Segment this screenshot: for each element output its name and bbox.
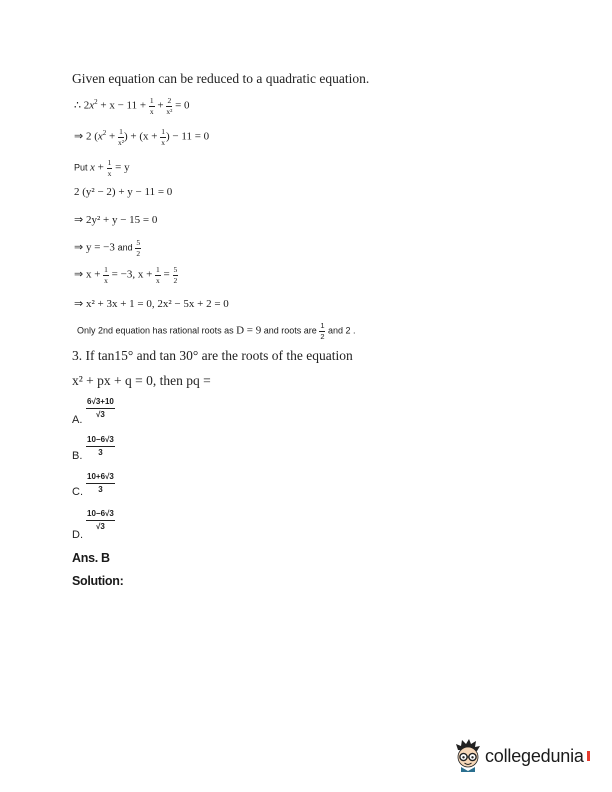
equation-3: Put x + $\frac{1}{x}$ = y <box>74 158 130 178</box>
collegedunia-logo <box>452 738 592 774</box>
eq6-lead: ⇒ y = −3 <box>74 241 118 254</box>
eq7-lead: ⇒ x + <box>74 268 104 281</box>
eq3-end: = y <box>112 161 130 174</box>
option-c-letter: C. <box>72 486 83 498</box>
question-line-2: x² + px + q = 0, then pq = <box>72 373 211 388</box>
option-a-letter: A. <box>72 414 83 426</box>
eq1-frac-1: $\frac{1}{x}$ <box>149 96 154 116</box>
eq2-lead: ⇒ 2 ( <box>74 130 98 143</box>
note-text-3: and 2 . <box>325 325 356 336</box>
student-mascot-icon <box>452 738 484 772</box>
rational-roots-note <box>77 322 356 340</box>
option-c-fraction: 10+6√3 3 <box>87 472 114 494</box>
eq7-frac-1: $\frac{1}{x}$ <box>104 265 108 285</box>
eq1-rest: + x − 11 + <box>97 99 149 112</box>
note-discriminant: D = 9 <box>236 324 262 337</box>
equation-7 <box>74 266 178 284</box>
equation-2: ⇒ 2 ($x^2$ + $\frac{1}{\text{x²}}$ ) + (x + $\frac{1}{x}$ ) − 11 = 0 <box>74 127 210 147</box>
note-frac: $\frac{1}{2}$ <box>320 321 325 341</box>
equation-4: 2 (y² − 2) + y − 11 = 0 <box>74 186 173 198</box>
eq1-lead: ∴ 2 <box>74 99 90 112</box>
solution-label: Solution: <box>72 574 124 588</box>
eq2-mid: ) + (x + <box>124 130 161 143</box>
equation-5: ⇒ 2y² + y − 15 = 0 <box>74 214 158 226</box>
eq7-mid: = −3, x + <box>108 268 156 281</box>
eq3-lead: Put <box>74 162 91 173</box>
eq1-end: = 0 <box>172 99 190 112</box>
eq7-eq: = <box>160 268 173 281</box>
note-text-1: Only 2nd equation has rational roots as <box>77 325 237 336</box>
option-b-fraction: 10−6√3 3 <box>87 435 114 457</box>
eq3-frac: $\frac{1}{x}$ <box>107 158 112 178</box>
eq2-frac-1: $\frac{1}{\text{x²}}$ <box>118 127 124 147</box>
note-text-2: and roots are <box>261 325 320 336</box>
equation-1: ∴ $2x^2 + x - 11$ + $\frac{1}{x}$ + $\frac{2}{\text{x²}}$ = 0 <box>74 96 190 116</box>
eq6-and: and <box>117 242 133 253</box>
equation-6 <box>74 239 141 257</box>
question-line-1: 3. If tan15° and tan 30° are the roots of the equation <box>72 348 353 363</box>
option-a-fraction: 6√3+10 √3 <box>87 397 114 419</box>
equation-8: ⇒ x² + 3x + 1 = 0, 2x² − 5x + 2 = 0 <box>74 298 229 310</box>
option-d-fraction: 10−6√3 √3 <box>87 509 114 531</box>
logo-wordmark: collegedunia <box>485 746 584 766</box>
option-d-letter: D. <box>72 529 83 541</box>
eq1-frac-2: $\frac{2}{\text{x²}}$ <box>166 96 173 116</box>
eq1-plus: + <box>154 99 167 112</box>
eq7-frac-3: $\frac{5}{2}$ <box>173 265 178 285</box>
eq2-end: ) − 11 = 0 <box>165 130 210 143</box>
eq2-frac-2: $\frac{1}{x}$ <box>161 127 165 147</box>
eq7-frac-2: $\frac{1}{x}$ <box>156 265 160 285</box>
eq1-x: x <box>89 99 95 112</box>
section-heading: Given equation can be reduced to a quadratic equation. <box>72 71 370 86</box>
eq6-frac: $\frac{5}{2}$ <box>136 238 141 258</box>
answer-label: Ans. B <box>72 551 110 565</box>
logo-accent-mark <box>587 751 590 761</box>
option-b-letter: B. <box>72 450 83 462</box>
